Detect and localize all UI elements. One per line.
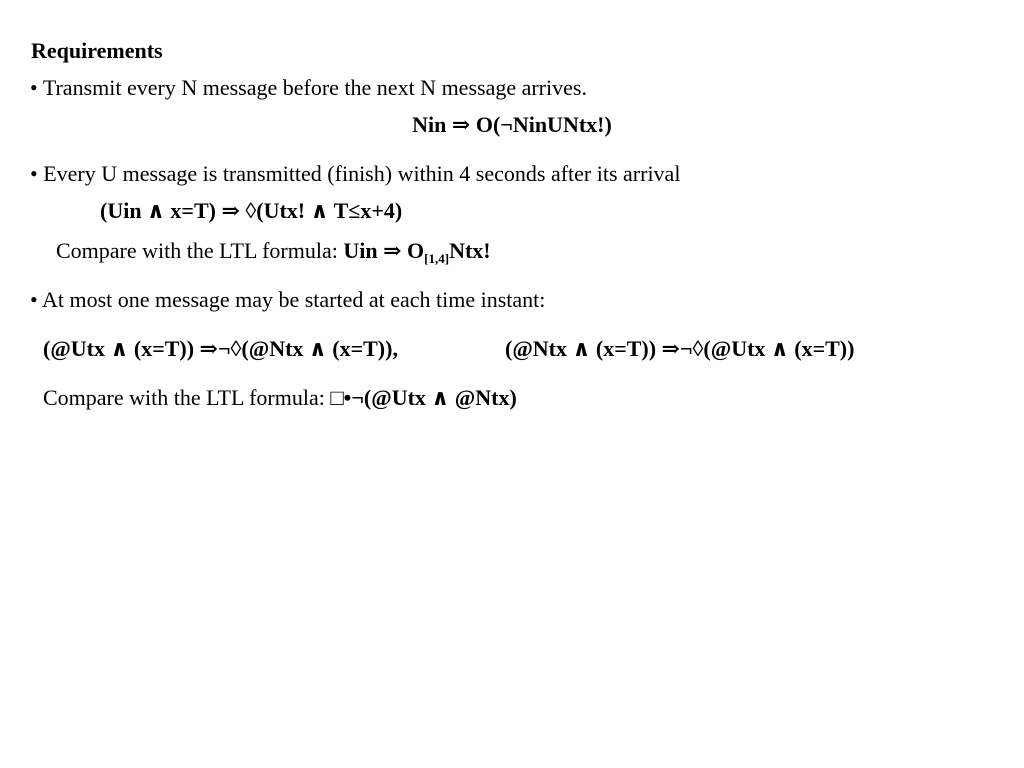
requirement-2-text: Every U message is transmitted (finish) within 4 seconds after its arrival [43,161,681,186]
requirement-3 [30,287,545,313]
ltl-formula-interval: [1,4] [424,251,450,266]
bullet: • [30,287,38,312]
requirement-1-formula: Nin ⇒ O(¬NinUNtx!) [412,112,612,137]
requirement-3-text: At most one message may be started at each time instant: [42,287,546,312]
box-symbol: □ [330,385,344,410]
bullet: • [30,161,38,186]
requirement-2 [30,161,680,187]
requirement-3-formula-a: (@Utx ∧ (x=T)) ⇒¬◊(@Ntx ∧ (x=T)), [43,336,398,361]
ltl-formula [343,238,491,266]
requirement-3-formula-b: (@Ntx ∧ (x=T)) ⇒¬◊(@Utx ∧ (x=T)) [505,336,855,361]
requirement-3-comparison [43,385,517,411]
requirement-2-formula: (Uin ∧ x=T) ⇒ ◊(Utx! ∧ T≤x+4) [100,198,403,223]
requirement-2-comparison [56,238,491,264]
comparison-label: Compare with the LTL formula: [43,385,331,410]
heading: Requirements [31,38,163,63]
ltl-formula: •¬(@Utx ∧ @Ntx) [343,385,517,410]
bullet: • [30,75,38,100]
ltl-formula-main: Uin ⇒ O [343,238,425,263]
comparison-label: Compare with the LTL formula: [56,238,344,263]
requirement-1-text: Transmit every N message before the next N message arrives. [42,75,587,100]
requirement-1 [30,75,587,101]
ltl-formula-tail: Ntx! [449,238,491,263]
